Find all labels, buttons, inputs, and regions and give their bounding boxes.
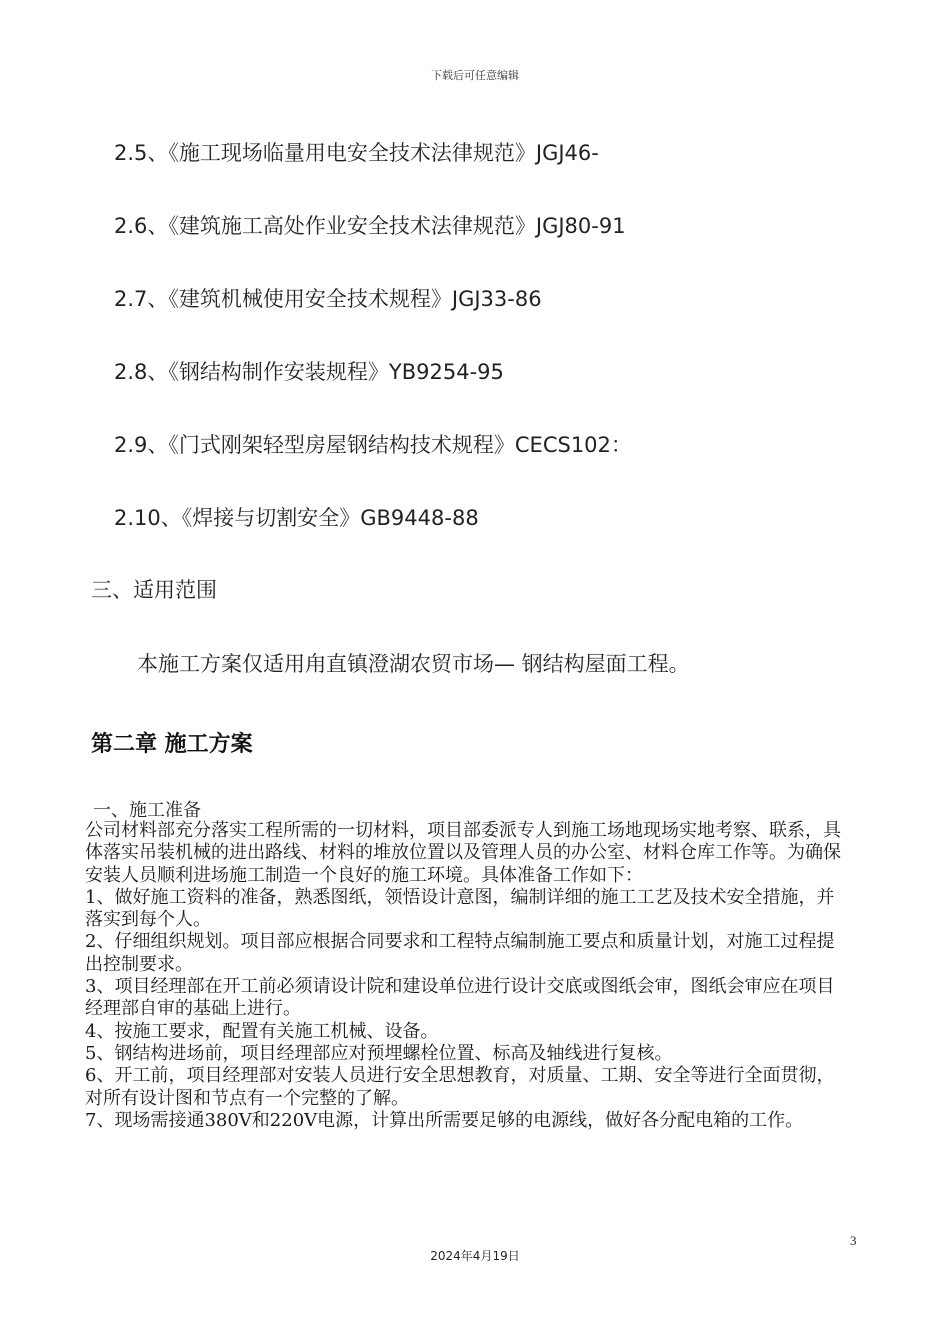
page-number: 3	[850, 1233, 857, 1248]
standard-item: 2.7、《建筑机械使用安全技术规程》JGJ33-86	[114, 287, 542, 311]
header-note: 下载后可任意编辑	[431, 69, 519, 82]
standard-item: 2.8、《钢结构制作安装规程》YB9254-95	[114, 360, 504, 384]
standard-item: 2.6、《建筑施工高处作业安全技术法律规范》JGJ80-91	[114, 214, 626, 238]
paragraph: 7、现场需接通380V和220V电源，计算出所需要足够的电源线，做好各分配电箱的工作。	[85, 1109, 804, 1131]
footer-date: 2024年4月19日	[430, 1249, 520, 1263]
section-heading: 三、适用范围	[91, 578, 217, 602]
subsection-heading: 一、施工准备	[93, 800, 201, 821]
paragraph: 公司材料部充分落实工程所需的一切材料，项目部委派专人到施工场地现场实地考察、联系，具体落实吊装机械的进出路线、材料的堆放位置以及管理人员的办公室、材料仓库工作等。为确保安装人员顺利进场施工制造一个良好的施工环境。具体准备工作如下：	[85, 820, 841, 886]
scope-text: 本施工方案仅适用甪直镇澄湖农贸市场— 钢结构屋面工程。	[137, 652, 690, 676]
paragraph: 1、做好施工资料的准备，熟悉图纸，领悟设计意图，编制详细的施工工艺及技术安全措施，并落实到每个人。	[85, 886, 835, 931]
standard-item: 2.5、《施工现场临量用电安全技术法律规范》JGJ46-	[114, 141, 599, 165]
body-text	[85, 820, 845, 1132]
standard-item: 2.10、《焊接与切割安全》GB9448-88	[114, 506, 479, 530]
paragraph: 5、钢结构进场前，项目经理部应对预埋螺栓位置、标高及轴线进行复核。	[85, 1042, 673, 1064]
paragraph: 6、开工前，项目经理部对安装人员进行安全思想教育，对质量、工期、安全等进行全面贯彻，对所有设计图和节点有一个完整的了解。	[85, 1065, 835, 1109]
chapter-title: 第二章 施工方案	[91, 731, 253, 757]
paragraph: 4、按施工要求，配置有关施工机械、设备。	[85, 1020, 439, 1042]
paragraph: 3、项目经理部在开工前必须请设计院和建设单位进行设计交底或图纸会审，图纸会审应在项目经理部自审的基础上进行。	[85, 976, 835, 1020]
paragraph: 2、仔细组织规划。项目部应根据合同要求和工程特点编制施工要点和质量计划，对施工过程提出控制要求。	[85, 931, 835, 975]
standard-item: 2.9、《门式刚架轻型房屋钢结构技术规程》CECS102：	[114, 433, 632, 457]
